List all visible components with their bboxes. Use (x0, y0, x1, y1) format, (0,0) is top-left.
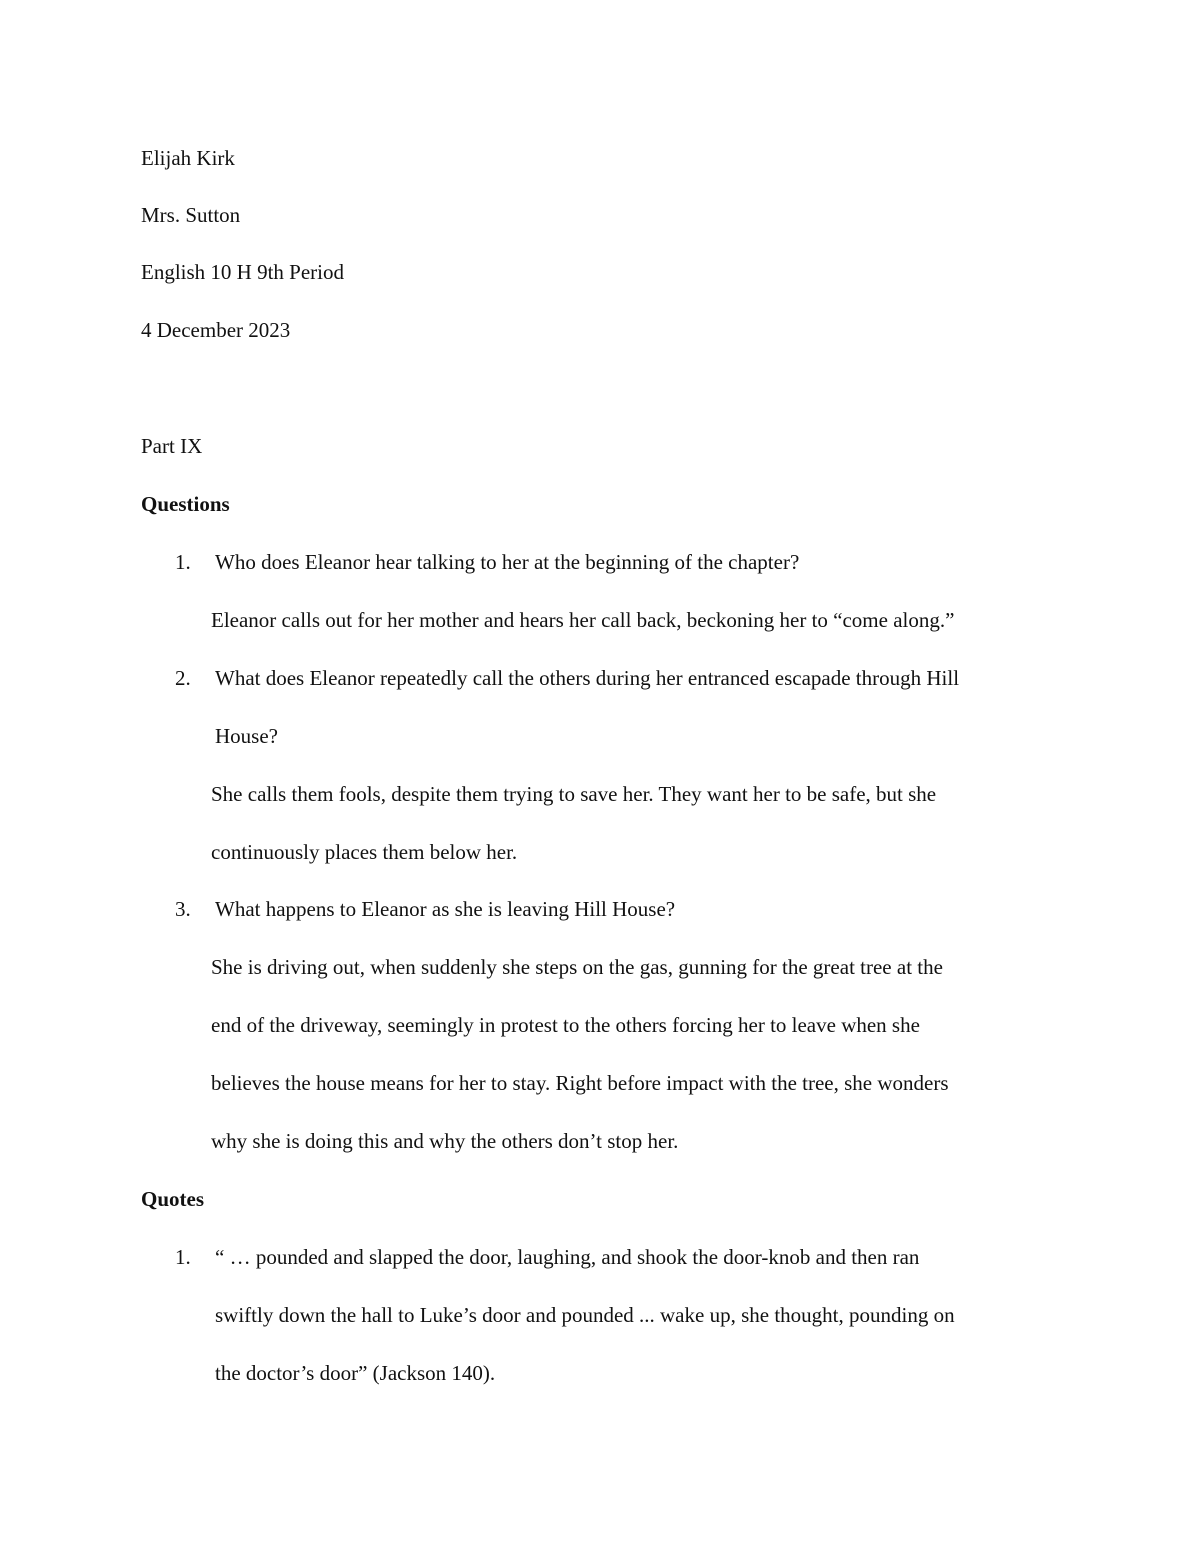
question-text-line: Who does Eleanor hear talking to her at the beginning of the chapter? (215, 550, 800, 574)
questions-heading: Questions (141, 492, 230, 516)
answer-text-line: why she is doing this and why the others don’t stop her. (211, 1129, 679, 1153)
question-text-line: House? (215, 724, 278, 748)
question-number: 3. (175, 897, 191, 921)
student-name: Elijah Kirk (141, 146, 235, 170)
quote-text-line: “ … pounded and slapped the door, laughing, and shook the door-knob and then ran (215, 1245, 920, 1269)
answer-text-line: She is driving out, when suddenly she steps on the gas, gunning for the great tree at the (211, 955, 943, 979)
answer-text-line: Eleanor calls out for her mother and hears her call back, beckoning her to “come along.” (211, 608, 955, 632)
answer-text-line: end of the driveway, seemingly in protest to the others forcing her to leave when she (211, 1013, 920, 1037)
quote-text-line: the doctor’s door” (Jackson 140). (215, 1361, 496, 1385)
question-number: 1. (175, 550, 191, 574)
question-number: 2. (175, 666, 191, 690)
question-text-line: What does Eleanor repeatedly call the others during her entranced escapade through Hill (215, 666, 960, 690)
answer-text-line: believes the house means for her to stay. Right before impact with the tree, she wonders (211, 1071, 949, 1095)
teacher-name: Mrs. Sutton (141, 203, 241, 227)
document-date: 4 December 2023 (141, 318, 291, 342)
course-name: English 10 H 9th Period (141, 260, 344, 284)
answer-text-line: She calls them fools, despite them trying to save her. They want her to be safe, but she (211, 782, 937, 806)
question-text-line: What happens to Eleanor as she is leaving Hill House? (215, 897, 676, 921)
quote-text-line: swiftly down the hall to Luke’s door and pounded ... wake up, she thought, pounding on (215, 1303, 955, 1327)
quotes-heading: Quotes (141, 1187, 204, 1211)
part-title: Part IX (141, 434, 203, 458)
answer-text-line: continuously places them below her. (211, 840, 518, 864)
quote-number: 1. (175, 1245, 191, 1269)
